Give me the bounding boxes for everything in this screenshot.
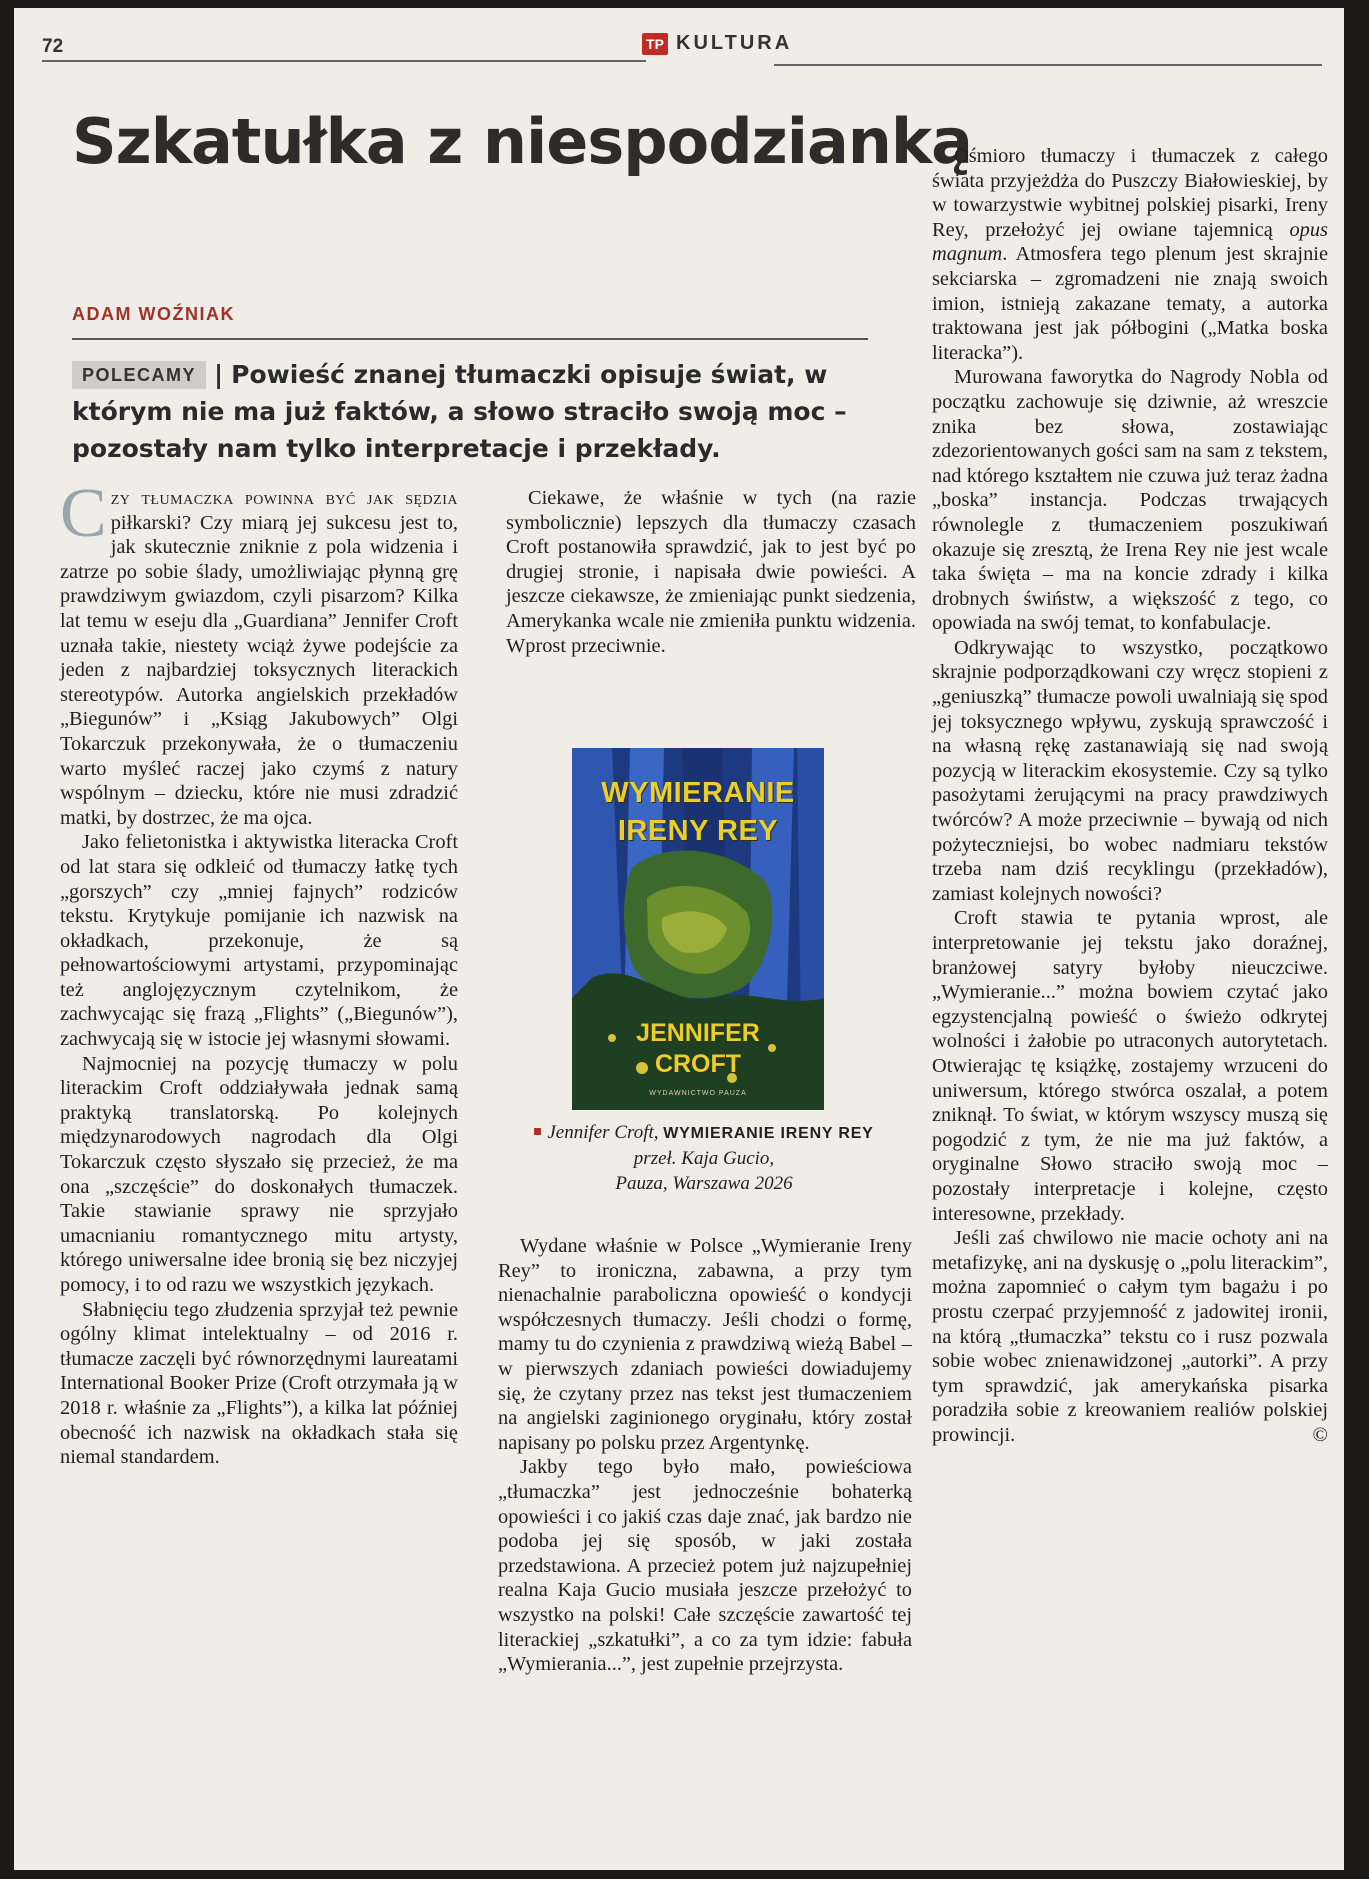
column-1 (60, 475, 458, 1470)
paragraph-text: Jeśli zaś chwilowo nie macie ochoty ani na metafizykę, ani na dyskusję o „polu literackim”, można zapomnieć o całym tym bagażu i po prostu czerpać przyjemność z jadowitej ironii, na którą „tłumaczka” tekstu co i rusz pozwala sobie wobec znienawidzonej „autorki”. A przy tym sprawdzić, jak amerykańska pisarka poradziła sobie z kreowaniem realiów polskiej prowincji. (932, 1227, 1328, 1446)
page-number: 72 (42, 36, 64, 57)
cover-author-line: CROFT (654, 1050, 742, 1078)
article-author: ADAM WOŹNIAK (72, 304, 235, 324)
drop-cap: C (60, 475, 107, 552)
paragraph (60, 475, 458, 830)
paragraph: Jako felietonistka i aktywistka literacka Croft od lat stara się odkleić od tłumaczy łatkę tych „gorszych” czy „mniej fajnych” rodziców tekstu. Krytykuje pomijanie ich nazwisk na okładkach, przekonuje, że są pełnowartościowymi artystami, przypominając też anglojęzycznym czytelnikom, że zachwycając się frazą „Flights” („Biegunów”), zachwycają się w istocie jej własnymi słowami. (60, 831, 458, 1051)
header-rule-right (774, 64, 1322, 66)
paragraph: Odkrywając to wszystko, początkowo skrajnie podporządkowani czy wręcz stopieni z „geniuszką” tłumacze powoli uwalniają się spod jej toksycznego wpływu, zyskują sprawczość i na własną rękę zastanawiają się nad swoją pozycją w literackim ekosystemie. Czy są tylko pasożytami żerującymi na pracy prawdziwych twórców? A może przeciwnie – bywają od nich pożyteczniejsi, bo wobec nadmiaru tekstów trzeba nam dziś recyklingu (przekładów), zamiast kolejnych nowości? (932, 636, 1328, 905)
caption-bullet (534, 1128, 541, 1135)
cover-title-line: WYMIERANIE (601, 777, 795, 809)
opening-words: zy tłumaczka powinna być jak sędzia (110, 487, 458, 509)
column-2-top (506, 486, 916, 658)
paragraph: Najmocniej na pozycję tłumaczy w polu literackim Croft oddziaływała jednak samą praktyką translatorską. Po kolejnych międzynarodowych nagrodach dla Olgi Tokarczuk często słyszało się przecież, że ma ona „szczęście” do doskonałych tłumaczek. Takie stawianie sprawy nie sprzyjało umacnianiu romantycznego mitu artysty, którego uniwersalne idee bronią się bez niczyjej pomocy, i to od razu we wszystkich językach. (60, 1052, 458, 1296)
author-rule (72, 338, 868, 340)
caption-author: Jennifer Croft, (547, 1122, 659, 1143)
paragraph: Murowana faworytka do Nagrody Nobla od początku zachowuje się dziwnie, aż wreszcie znika bez słowa, zostawiając zdezorientowanych gości sam na sam z tekstem, nad którego kształtem nie czuwa już teraz żadna „boska” instancja. Podczas trwających równolegle z tłumaczeniem poszukiwań okazuje się zresztą, że Irena Rey nie jest wcale taka święta – ma na koncie zdrady i kilka drobnych świństw, a większość z tego, co opowiada na swój temat, to konfabulacje. (932, 366, 1328, 635)
paragraph: Ciekawe, że właśnie w tych (na razie symbolicznie) lepszych dla tłumaczy czasach Croft postanowiła sprawdzić, jak to jest być po drugiej stronie, i napisała dwie powieści. A jeszcze ciekawsze, że zmieniając punkt siedzenia, Amerykanka wcale nie zmieniła punktu widzenia. Wprost przeciwnie. (506, 487, 916, 657)
paragraph: Jakby tego było mało, powieściowa „tłumaczka” jest jednocześnie bohaterką opowieści i co jakiś czas daje znać, jak bardzo nie podoba jej się sposób, w jaki została przedstawiona. A przecież potem już najzupełniej realna Kaja Gucio musiała jeszcze przełożyć to wszystko na polski! Całe szczęście zawartość tej literackiej „szkatułki”, a co za tym idzie: fabuła „Wymierania...”, jest zupełnie przejrzysta. (498, 1456, 912, 1676)
paragraph: Słabnięciu tego złudzenia sprzyjał też pewnie ogólny klimat intelektualny – od 2016 r. tłumacze zaczęli być równorzędnymi laureatami International Booker Prize (Croft otrzymała ją w 2018 r. właśnie za „Flights”), a kilka lat później obecność ich nazwisk na okładkach stała się niemal standardem. (60, 1298, 458, 1469)
tp-logo: TP (642, 33, 668, 55)
lead-text: Powieść znanej tłumaczki opisuje świat, w którym nie ma już faktów, a słowo straciło swoją moc – pozostały nam tylko interpretacje i przekłady. (72, 360, 847, 463)
header-rule-left (42, 60, 646, 62)
caption-translator: przeł. Kaja Gucio, (633, 1148, 775, 1169)
caption-title: WYMIERANIE IRENY REY (663, 1125, 874, 1142)
book-cover-image (572, 748, 824, 1110)
lead-separator: | (214, 360, 224, 389)
italic-phrase: opus magnum (932, 218, 1328, 266)
paragraph-text: Ośmioro tłumaczy i tłumaczek z całego świata przyjeżdża do Puszczy Białowieskiej, by w towarzystwie wybitnej polskiej pisarki, Ireny Rey, przełożyć jej owiane tajemnicą (932, 145, 1328, 241)
article-title: Szkatułka z niespodzianką (72, 105, 973, 178)
cover-title (572, 774, 824, 850)
paragraph (932, 144, 1328, 365)
recommend-badge: POLECAMY (72, 361, 206, 389)
column-3 (932, 144, 1328, 1447)
cover-publisher: WYDAWNICTWO PAUZA (649, 1090, 747, 1097)
section-header (642, 32, 792, 55)
cover-title-line: IRENY REY (617, 815, 779, 847)
cover-author-line: JENNIFER (636, 1019, 760, 1047)
end-mark: © (1312, 1423, 1328, 1446)
caption-publisher: Pauza, Warszawa 2026 (615, 1173, 793, 1194)
section-name: KULTURA (676, 32, 793, 54)
cover-author (572, 1018, 824, 1080)
paragraph: Croft stawia te pytania wprost, ale interpretowanie jej tekstu jako doraźnej, branżowej satyry byłoby nieuczciwe. „Wymieranie...” można bowiem czytać jako egzystencjalną powieść o świeżo odkrytej wolności i żałobie po utraconych autorytetach. Otwierając tę książkę, zostajemy wrzuceni do uniwersum, którego stwórca oszalał, a potem zniknął. To świat, w którym wszyscy muszą się pogodzić z tym, że nie ma już faktów, a oryginalne Słowo straciło swoją moc – pozostały interpretacje i kolejne, często interesowne, przekłady. (932, 907, 1328, 1225)
paragraph-text: piłkarski? Czy miarą jej sukcesu jest to, jak skutecznie zniknie z pola widzenia i zatrze po sobie ślady, umożliwiając płynną grę prawdziwym gwiazdom, czyli pisarzom? Kilka lat temu w eseju dla „Guardiana” Jennifer Croft uznała takie, niestety wciąż żywe podejście za jeden z najbardziej toksycznych literackich stereotypów. Autorka angielskich przekładów „Biegunów” i „Ksiąg Jakubowych” Olgi Tokarczuk przekonywała, że o tłumaczeniu warto myśleć raczej jako czymś z natury wspólnym – dziecku, które nie musi zdradzić matki, by dostrzec, że ma ojca. (60, 511, 458, 829)
paragraph (932, 1226, 1328, 1447)
article-lead (72, 356, 862, 467)
paragraph-text: . Atmosfera tego plenum jest skrajnie sekciarska – zgromadzeni nie znają swoich imion, istnieją zakazane tematy, a autorka traktowana jest jak półbogini („Matka boska literacka”). (932, 243, 1328, 364)
paragraph: Wydane właśnie w Polsce „Wymieranie Ireny Rey” to ironiczna, zabawna, a przy tym nienachalnie paraboliczna opowieść o kondycji współczesnych tłumaczy. Jeśli chodzi o formę, mamy tu do czynienia z prawdziwą wieżą Babel – w pierwszych zdaniach powieści dowiadujemy się, że czytany przez nas tekst jest tłumaczeniem na angielski zaginionego oryginału, który został napisany po polsku przez Argentynkę. (498, 1235, 912, 1454)
magazine-page (14, 8, 1344, 1870)
column-2-bottom (498, 1234, 912, 1677)
book-caption (514, 1120, 894, 1196)
